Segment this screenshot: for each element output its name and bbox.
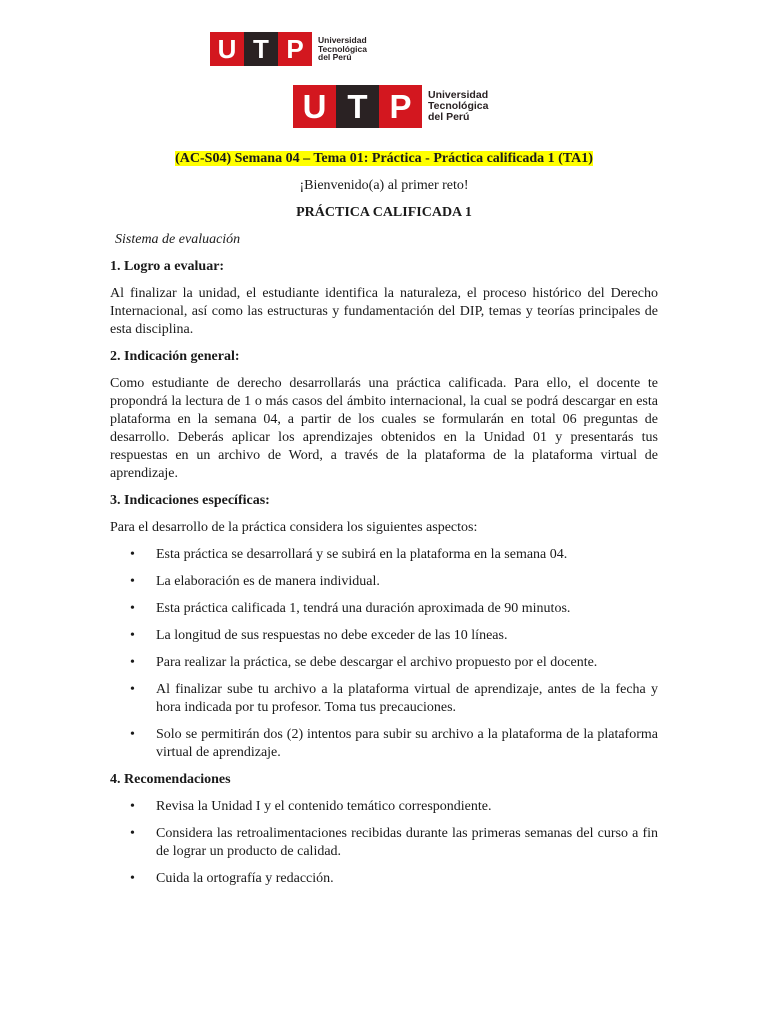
list-item: • Al finalizar sube tu archivo a la plataforma virtual de aprendizaje, antes de la fecha y hora indicada por tu profesor. Toma tus precauciones.	[110, 681, 658, 717]
list-indicaciones-especificas	[110, 546, 658, 762]
list-item: • Para realizar la práctica, se debe descargar el archivo propuesto por el docente.	[110, 654, 658, 672]
section-heading-logro: 1. Logro a evaluar:	[110, 259, 225, 274]
section-heading-indicaciones-especificas: 3. Indicaciones específicas:	[110, 493, 270, 508]
list-item: • Revisa la Unidad I y el contenido temático correspondiente.	[110, 798, 658, 816]
document-body	[110, 150, 658, 897]
utp-logo-small	[210, 32, 367, 66]
list-recomendaciones	[110, 798, 658, 888]
welcome-text: ¡Bienvenido(a) al primer reto!	[299, 178, 469, 193]
section-intro-indicaciones-especificas: Para el desarrollo de la práctica considera los siguientes aspectos:	[110, 520, 478, 535]
list-item: • Solo se permitirán dos (2) intentos para subir su archivo a la plataforma de la plataforma virtual de aprendizaje.	[110, 726, 658, 762]
list-item: • La longitud de sus respuestas no debe exceder de las 10 líneas.	[110, 627, 658, 645]
list-item: • Esta práctica calificada 1, tendrá una duración aproximada de 90 minutos.	[110, 600, 658, 618]
document-title: (AC-S04) Semana 04 – Tema 01: Práctica - Práctica calificada 1 (TA1)	[175, 151, 593, 166]
section-text-indicacion-general: Como estudiante de derecho desarrollarás una práctica calificada. Para ello, el docente te propondrá la lectura de 1 o más casos del ámbito internacional, la cual se podrá descargar en esta plataforma en la semana 04, a partir de los cuales se formularán en total 06 preguntas de desarrollo. Deberás aplicar los aprendizajes obtenidos en la Unidad 01 y presentarás tus respuestas en un archivo de Word, a través de la plataforma de la plataforma virtual de aprendizaje.	[110, 376, 658, 481]
evaluation-system-label: Sistema de evaluación	[115, 232, 241, 247]
list-item: • La elaboración es de manera individual.	[110, 573, 658, 591]
logo-letter-p: P	[278, 32, 312, 66]
logo-letter-p: P	[379, 85, 422, 128]
list-item: • Considera las retroalimentaciones recibidas durante las primeras semanas del curso a fin de lograr un producto de calidad.	[110, 825, 658, 861]
section-heading-recomendaciones: 4. Recomendaciones	[110, 772, 231, 787]
utp-logo-large	[293, 85, 488, 128]
section-heading-indicacion-general: 2. Indicación general:	[110, 349, 240, 364]
logo-letter-u: U	[210, 32, 244, 66]
list-item: • Esta práctica se desarrollará y se subirá en la plataforma en la semana 04.	[110, 546, 658, 564]
list-item: • Cuida la ortografía y redacción.	[110, 870, 658, 888]
main-heading: PRÁCTICA CALIFICADA 1	[296, 205, 472, 220]
logo-letter-t: T	[336, 85, 379, 128]
logo-letter-t: T	[244, 32, 278, 66]
logo-wordmark: Universidad Tecnológica del Perú	[318, 34, 367, 63]
logo-letter-u: U	[293, 85, 336, 128]
section-text-logro: Al finalizar la unidad, el estudiante identifica la naturaleza, el proceso histórico del Derecho Internacional, así como las estructuras y fundamentación del DIP, temas y teorías principales de esta disciplina.	[110, 286, 658, 337]
logo-wordmark: Universidad Tecnológica del Perú	[428, 88, 489, 123]
